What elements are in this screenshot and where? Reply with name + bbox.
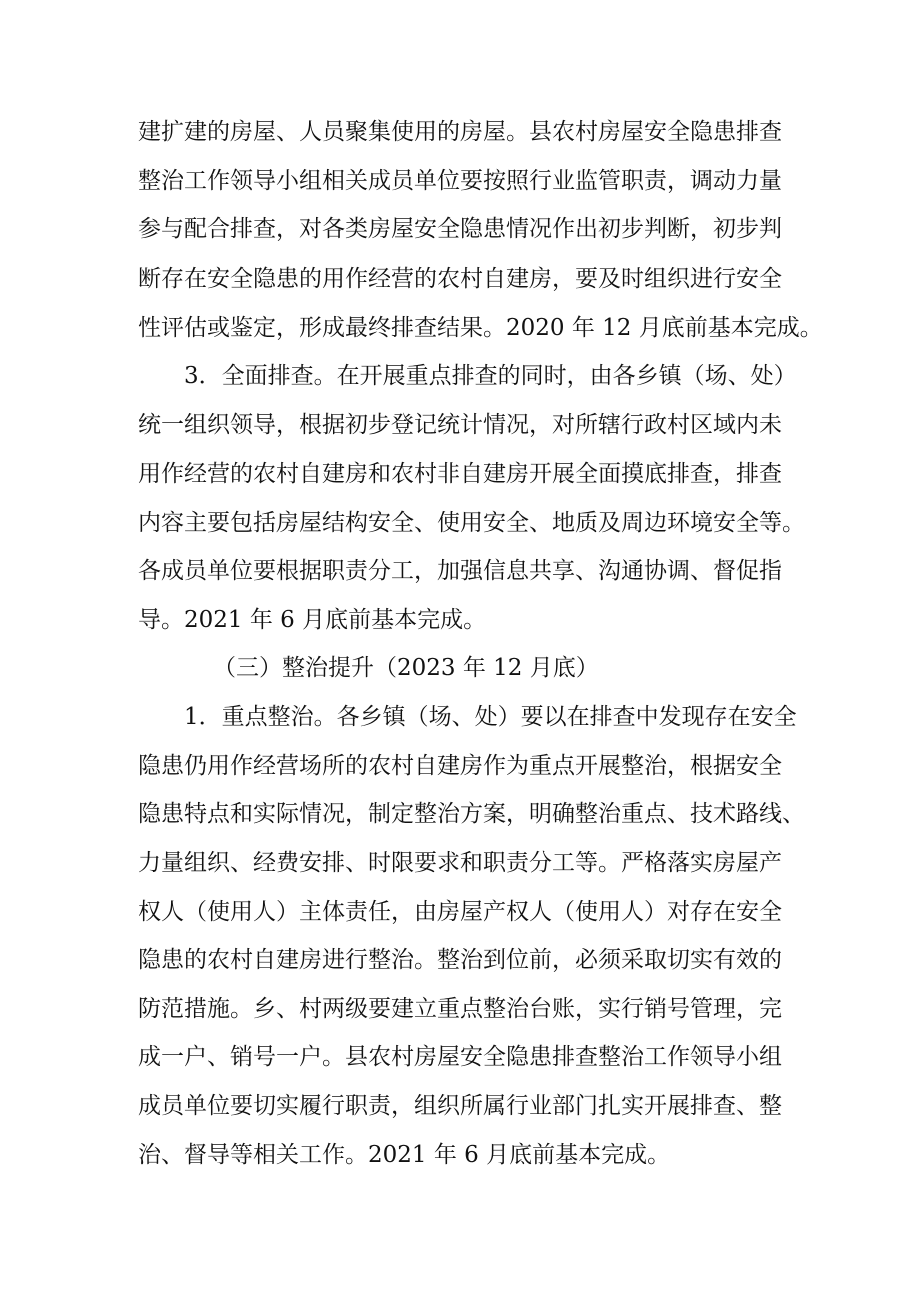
- text-line: 力量组织、经费安排、时限要求和职责分工等。严格落实房屋产: [138, 850, 782, 876]
- text-line: 各成员单位要根据职责分工，加强信息共享、沟通协调、督促指: [138, 558, 782, 584]
- text-line: 参与配合排查，对各类房屋安全隐患情况作出初步判断，初步判: [138, 216, 782, 242]
- text-line: 成员单位要切实履行职责，组织所属行业部门扎实开展排查、整: [138, 1093, 782, 1119]
- text-line: 3．全面排查。在开展重点排查的同时，由各乡镇（场、处）: [184, 363, 797, 389]
- text-line: 成一户、销号一户。县农村房屋安全隐患排查整治工作领导小组: [138, 1044, 782, 1070]
- text-line: 内容主要包括房屋结构安全、使用安全、地质及周边环境安全等。: [138, 510, 805, 536]
- text-line: 防范措施。乡、村两级要建立重点整治台账，实行销号管理，完: [138, 996, 782, 1022]
- text-line: 整治工作领导小组相关成员单位要按照行业监管职责，调动力量: [138, 168, 782, 194]
- text-line: 统一组织领导，根据初步登记统计情况，对所辖行政村区域内未: [138, 412, 782, 438]
- text-line: 隐患仍用作经营场所的农村自建房作为重点开展整治，根据安全: [138, 753, 782, 779]
- text-line: 断存在安全隐患的用作经营的农村自建房，要及时组织进行安全: [138, 266, 782, 292]
- text-line: 建扩建的房屋、人员聚集使用的房屋。县农村房屋安全隐患排查: [138, 119, 782, 145]
- text-line: 导。2021 年 6 月底前基本完成。: [138, 607, 487, 633]
- section-heading: （三）整治提升（2023 年 12 月底）: [213, 655, 599, 681]
- text-line: 用作经营的农村自建房和农村非自建房开展全面摸底排查，排查: [138, 461, 782, 487]
- text-line: 隐患的农村自建房进行整治。整治到位前，必须采取切实有效的: [138, 947, 782, 973]
- text-line: 治、督导等相关工作。2021 年 6 月底前基本完成。: [138, 1142, 671, 1168]
- text-line: 1．重点整治。各乡镇（场、处）要以在排查中发现存在安全: [184, 704, 797, 730]
- text-line: 权人（使用人）主体责任，由房屋产权人（使用人）对存在安全: [138, 899, 782, 925]
- text-line: 隐患特点和实际情况，制定整治方案，明确整治重点、技术路线、: [138, 801, 805, 827]
- text-line: 性评估或鉴定，形成最终排查结果。2020 年 12 月底前基本完成。: [138, 315, 823, 341]
